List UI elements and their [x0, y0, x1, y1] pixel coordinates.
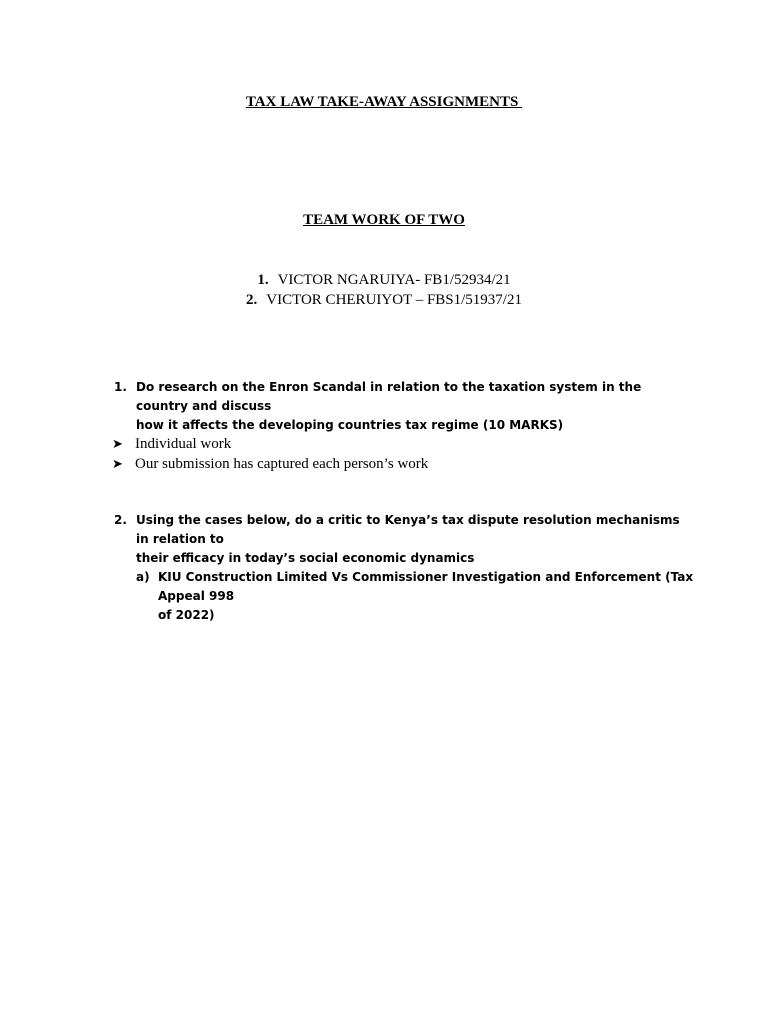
- member-name: VICTOR CHERUIYOT – FBS1/51937/21: [266, 292, 522, 308]
- bullet-text: Individual work: [135, 436, 232, 452]
- team-member-2: [0, 290, 768, 310]
- arrow-bullet-icon: ➤: [112, 456, 123, 471]
- bullet-item-2: [112, 454, 428, 474]
- question-text-line: Using the cases below, do a critic to Kenya’s tax dispute resolution mechanisms in relation to: [136, 513, 680, 546]
- question-number: 1.: [114, 380, 127, 394]
- question-text-line: how it affects the developing countries tax regime (10 MARKS): [136, 418, 564, 432]
- question-number: 2.: [114, 513, 127, 527]
- subquestion-a: [136, 568, 718, 625]
- document-title: TAX LAW TAKE-AWAY ASSIGNMENTS: [245, 94, 523, 110]
- bullet-text: Our submission has captured each person’s work: [135, 456, 429, 472]
- member-number: 1.: [257, 272, 269, 288]
- subquestion-label: a): [136, 570, 150, 584]
- document-subtitle: TEAM WORK OF TWO: [303, 212, 465, 228]
- bullet-item-1: [112, 434, 231, 454]
- arrow-bullet-icon: ➤: [112, 436, 123, 451]
- subquestion-text-line: of 2022): [158, 608, 215, 622]
- member-number: 2.: [246, 292, 258, 308]
- question-text-line: their efficacy in today’s social economic dynamics: [136, 551, 475, 565]
- subquestion-text-line: KIU Construction Limited Vs Commissioner Investigation and Enforcement (Tax Appeal 998: [158, 570, 694, 603]
- team-member-1: [0, 270, 768, 290]
- question-2: [114, 511, 696, 568]
- question-text-line: Do research on the Enron Scandal in relation to the taxation system in the country and discuss: [136, 380, 642, 413]
- question-1: [114, 378, 696, 435]
- member-name: VICTOR NGARUIYA- FB1/52934/21: [277, 272, 511, 288]
